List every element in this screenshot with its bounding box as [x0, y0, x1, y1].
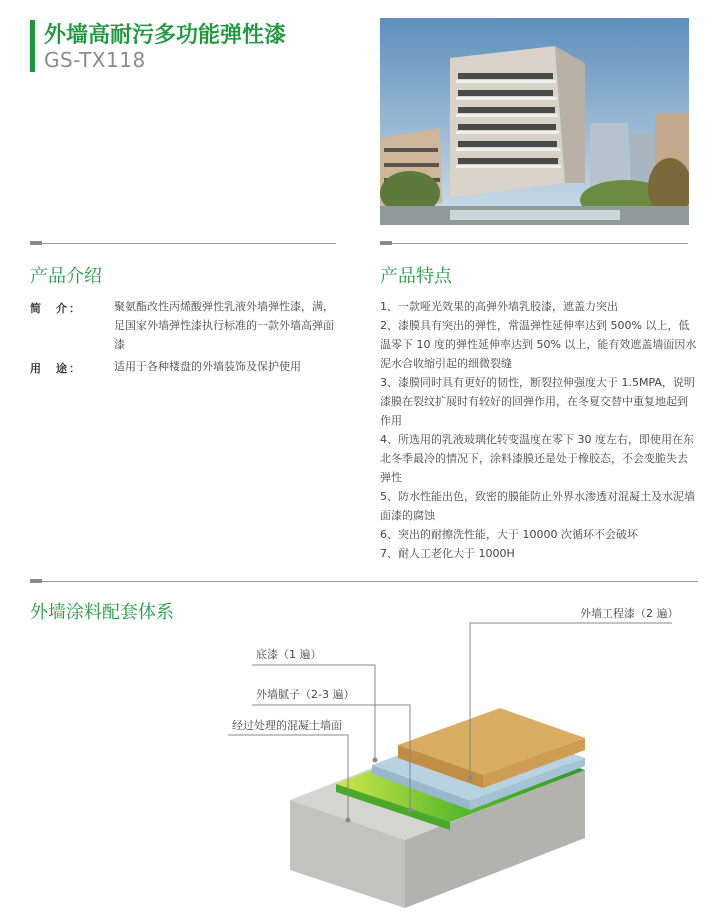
primer-label: 底漆（1 遍）	[256, 648, 322, 661]
feature-item: 6、突出的耐擦洗性能，大于 10000 次循环不会破坏	[380, 528, 638, 541]
building-photo	[380, 18, 689, 225]
usage-text: 适用于各种楼盘的外墙装饰及保护使用	[114, 360, 301, 373]
divider-mark	[30, 241, 42, 245]
feature-item: 4、所选用的乳液玻璃化转变温度在零下 30 度左右，即使用在东北冬季最冷的情况下，涂料漆膜还是处于橡胶态，不会变脆失去弹性	[380, 433, 694, 484]
section-divider	[30, 243, 336, 244]
intro-text: 聚氨酯改性丙烯酸弹性乳液外墙弹性漆，满，足国家外墙弹性漆执行标准的一款外墙高弹面漆	[114, 300, 334, 351]
feature-item: 7、耐人工老化大于 1000H	[380, 547, 515, 560]
feature-item: 3、漆膜同时具有更好的韧性，断裂拉伸强度大于 1.5MPA，说明漆膜在裂纹扩展时有较好的回弹作用，在冬夏交替中重复地起到作用	[380, 376, 695, 427]
section-divider	[380, 243, 688, 244]
divider-mark	[30, 579, 42, 583]
section-divider	[30, 581, 698, 582]
product-title: 外墙高耐污多功能弹性漆	[44, 23, 287, 48]
features-list	[380, 297, 698, 563]
substrate-label: 经过处理的混凝土墙面	[232, 719, 342, 732]
feature-item: 5、防水性能出色，致密的膜能防止外界水渗透对混凝土及水泥墙面漆的腐蚀	[380, 490, 695, 522]
feature-item: 1、一款哑光效果的高弹外墙乳胶漆，遮盖力突出	[380, 300, 618, 313]
features-heading: 产品特点	[380, 266, 452, 287]
product-code: GS-TX118	[44, 48, 146, 72]
divider-mark	[380, 241, 392, 245]
intro-label: 简 介：	[30, 302, 82, 315]
feature-item: 2、漆膜具有突出的弹性，常温弹性延伸率达到 500% 以上，低温零下 10 度的弹性延伸率达到 50% 以上，能有效遮盖墙面因水泥水合收缩引起的细微裂缝	[380, 319, 697, 370]
intro-heading: 产品介绍	[30, 266, 102, 287]
system-heading: 外墙涂料配套体系	[30, 602, 174, 623]
topcoat-label: 外墙工程漆（2 遍）	[580, 607, 679, 620]
putty-label: 外墙腻子（2-3 遍）	[256, 688, 355, 701]
usage-label: 用 途：	[30, 362, 82, 375]
coating-layer-diagram	[0, 600, 720, 916]
title-accent-bar	[30, 20, 35, 72]
